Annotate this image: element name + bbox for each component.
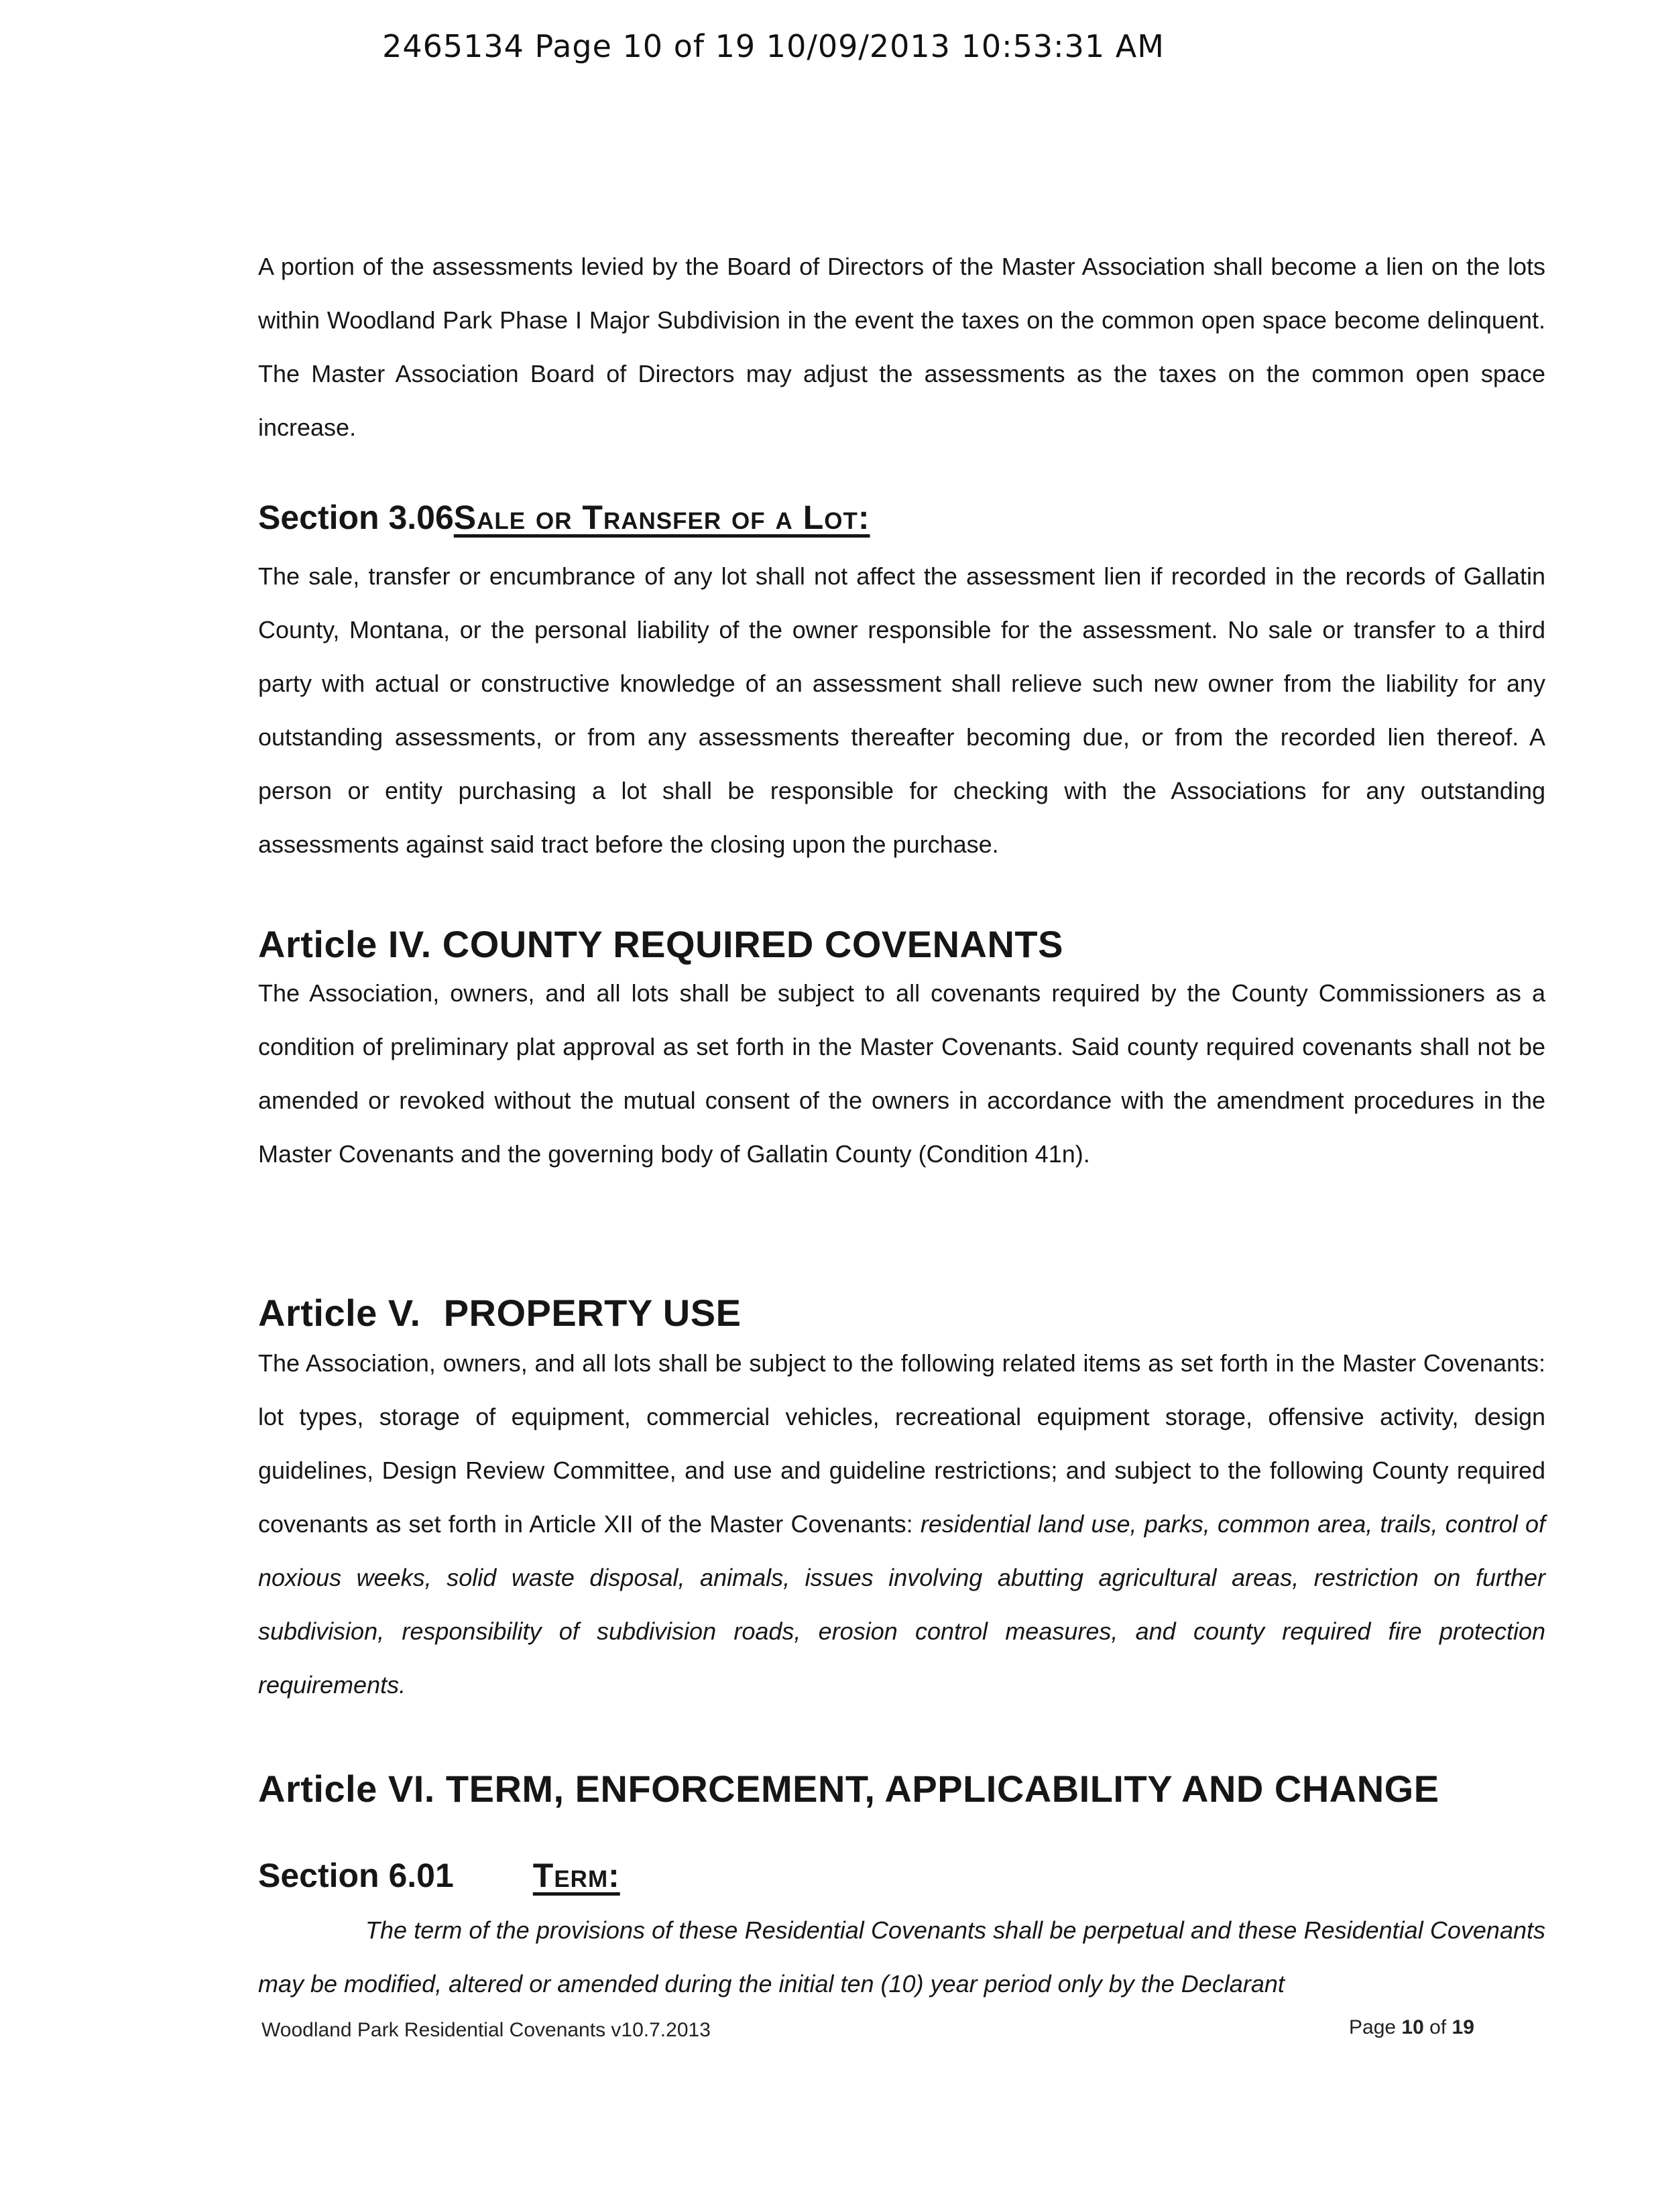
intro-block: [258, 240, 1545, 454]
section-heading: [258, 1855, 1545, 1896]
article-5: [258, 1291, 1545, 1335]
intro-paragraph: A portion of the assessments levied by the Board of Directors of the Master Association shall become a lien on the lots within Woodland Park Phase I Major Subdivision in the event the taxes on the common open space become delinquent. The Master Association Board of Directors may adjust the assessments as the taxes on the common open space increase.: [258, 253, 1545, 441]
section-paragraph: The sale, transfer or encumbrance of any lot shall not affect the assessment lien if recorded in the records of Gallatin County, Montana, or the personal liability of the owner responsible for the assessment. No sale or transfer to a third party with actual or constructive knowledge of an assessment shall relieve such new owner from the liability for any outstanding assessments, or from any assessments thereafter becoming due, or from the recorded lien thereof. A person or entity purchasing a lot shall be responsible for checking with the Associations for any outstanding assessments against said tract before the closing upon the purchase.: [258, 562, 1545, 858]
footer-page-number: [1349, 2016, 1474, 2039]
page-total: 19: [1452, 2016, 1474, 2038]
section-number: Section 3.06: [258, 499, 454, 536]
article-title: PROPERTY USE: [443, 1292, 742, 1334]
page-prefix: Page: [1349, 2016, 1397, 2038]
article-heading: [258, 922, 1545, 967]
article-number: Article VI.: [258, 1768, 435, 1810]
page-separator: of: [1429, 2016, 1447, 2038]
article-number: Article IV.: [258, 923, 432, 965]
section-paragraph: The term of the provisions of these Residential Covenants shall be perpetual and these Residential Covenants may be modified, altered or amended during the initial ten (10) year period only by the Declarant: [258, 1916, 1545, 1998]
footer-document-name: Woodland Park Residential Covenants v10.7.2013: [261, 2019, 711, 2041]
section-3-06: [258, 497, 1545, 538]
article-4: [258, 922, 1545, 967]
section-number: Section 6.01: [258, 1857, 454, 1894]
recording-stamp: 2465134 Page 10 of 19 10/09/2013 10:53:31 AM: [382, 28, 1165, 64]
section-6-01-body: [258, 1904, 1545, 2011]
article-heading: [258, 1767, 1545, 1811]
article-title: COUNTY REQUIRED COVENANTS: [442, 923, 1063, 965]
article-5-body: [258, 1337, 1545, 1712]
article-6: [258, 1767, 1545, 1811]
article-title: TERM, ENFORCEMENT, APPLICABILITY AND CHANGE: [445, 1768, 1439, 1810]
article-4-body: [258, 967, 1545, 1181]
section-title: Sale or Transfer of a Lot:: [453, 499, 870, 536]
article-number: Article V.: [258, 1292, 421, 1334]
section-3-06-body: [258, 550, 1545, 871]
article-text: The Association, owners, and all lots shall be subject to the following related items as set forth in the Master Covenants: lot types, storage of equipment, commercial vehicles, recreational equipment storage, offensive activity, design guidelines, Design Review Committee, and use and guideline restrictions; and subject to the following County required covenants as set forth in Article XII of the Master Covenants:: [258, 1349, 1545, 1538]
article-paragraph: The Association, owners, and all lots shall be subject to all covenants required by the County Commissioners as a condition of preliminary plat approval as set forth in the Master Covenants. Said county required covenants shall not be amended or revoked without the mutual consent of the owners in accordance with the amendment procedures in the Master Covenants and the governing body of Gallatin County (Condition 41n).: [258, 979, 1545, 1168]
section-heading: [258, 497, 1545, 538]
article-italic-text: residential land use, parks, common area, trails, control of noxious weeks, solid waste disposal, animals, issues involving abutting agricultural areas, restriction on further subdivision, responsibility of subdivision roads, erosion control measures, and county required fire protection requirements.: [258, 1510, 1545, 1699]
article-heading: [258, 1291, 1545, 1335]
section-title: Term:: [532, 1857, 620, 1894]
article-paragraph: [258, 1337, 1545, 1712]
section-6-01: [258, 1855, 1545, 1896]
page-current: 10: [1401, 2016, 1424, 2038]
